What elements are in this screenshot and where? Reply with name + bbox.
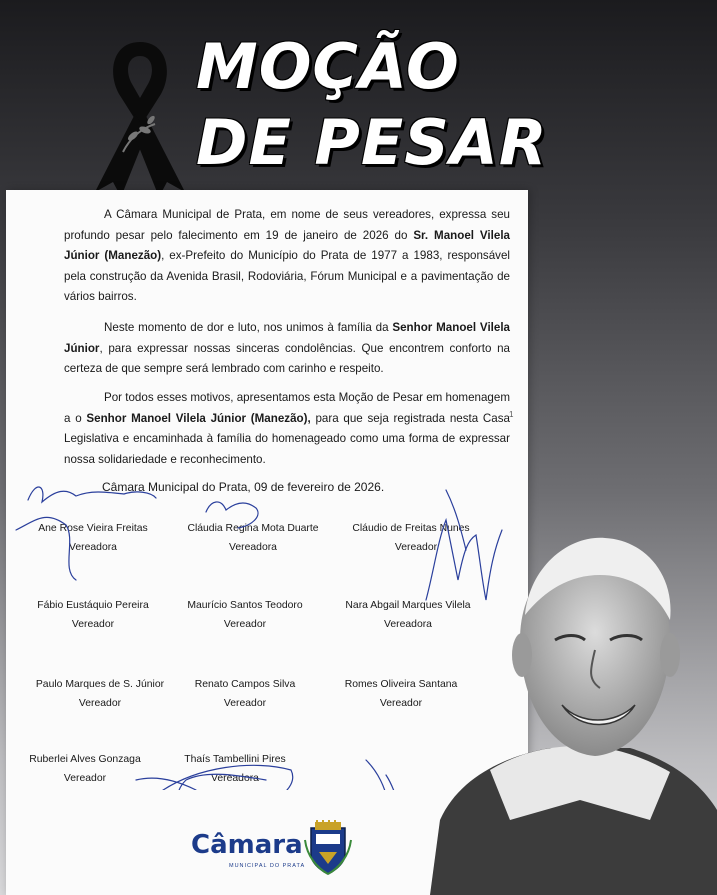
signatory: Paulo Marques de S. Júnior Vereador <box>35 679 165 709</box>
signatory: Nara Abgail Marques Vilela Vereadora <box>345 600 471 630</box>
honoree-portrait <box>430 520 717 895</box>
municipal-crest-icon <box>303 820 353 876</box>
signatory: Ane Rose Vieira Freitas Vereadora <box>38 523 148 553</box>
signatory: Cláudio de Freitas Nunes Vereador <box>352 523 470 553</box>
page-mark: 1 <box>509 410 514 419</box>
signatory: Renato Campos Silva Vereador <box>194 679 296 709</box>
signatory: Romes Oliveira Santana Vereador <box>344 679 458 709</box>
paragraph-2: Neste momento de dor e luto, nos unimos à família da Senhor Manoel Vilela Júnior, para expressar nossas sinceras condolências. Que encontrem conforto na certeza de que sempre será lembrado com carinho e respeito. <box>64 321 511 375</box>
signatory: Thaís Tambellini Pires Vereadora <box>184 754 286 784</box>
signatory: Fábio Eustáquio Pereira Vereador <box>37 600 149 630</box>
poster-title-line-2: DE PESAR <box>196 106 548 179</box>
paragraph-1: A Câmara Municipal de Prata, em nome de seus vereadores, expressa seu profundo pesar pelo falecimento em 19 de janeiro de 2026 do Sr. Manoel Vilela Júnior (Manezão), ex-Prefeito do Município do Prata de 1977 a 1983, responsável pela construção da Avenida Brasil, Rodoviária, Fórum Municipal e a pavimentação de vários bairros. <box>64 208 510 303</box>
signatory: Cláudia Regina Mota Duarte Vereadora <box>187 523 319 553</box>
logo-subtitle: MUNICIPAL DO PRATA <box>229 863 306 869</box>
signatory: Maurício Santos Teodoro Vereador <box>187 600 303 630</box>
mourning-ribbon-icon <box>85 32 195 197</box>
camara-logo <box>191 818 356 878</box>
logo-name: Câmara <box>191 830 303 860</box>
poster-title-line-1: MOÇÃO <box>196 30 460 103</box>
dateline: Câmara Municipal do Prata, 09 de fevereiro de 2026. <box>102 480 385 494</box>
signatory: Ruberlei Alves Gonzaga Vereador <box>29 754 141 784</box>
poster-heading <box>0 0 717 195</box>
paragraph-3: Por todos esses motivos, apresentamos esta Moção de Pesar em homenagem a o Senhor Manoel Vilela Júnior (Manezão), para que seja registrada nesta Casa Legislativa e encaminhada à família do homenageado como uma forma de expressar nossa solidariedade e reconhecimento. <box>64 391 510 466</box>
